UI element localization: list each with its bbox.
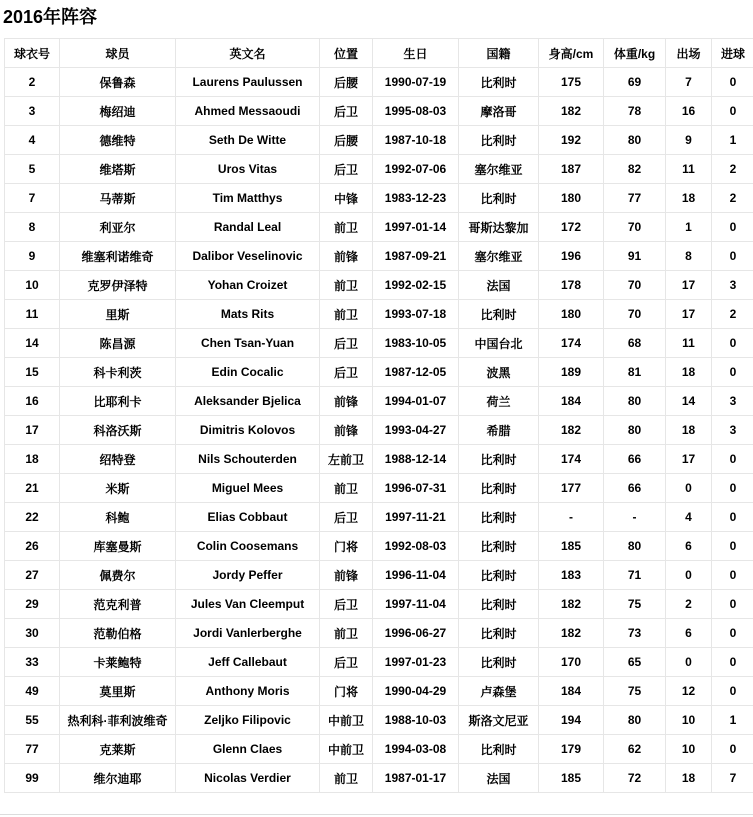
table-cell: 0 <box>712 735 753 764</box>
table-cell: 17 <box>666 445 712 474</box>
table-cell: 0 <box>712 561 753 590</box>
table-cell: 1987-12-05 <box>373 358 459 387</box>
column-header-8: 出场 <box>666 39 712 68</box>
table-cell: 比利时 <box>459 126 539 155</box>
table-cell: 33 <box>5 648 60 677</box>
table-cell: Dimitris Kolovos <box>176 416 320 445</box>
table-cell: 科卡利茨 <box>60 358 176 387</box>
table-row <box>5 126 753 155</box>
table-cell: 马蒂斯 <box>60 184 176 213</box>
table-cell: 维尔迪耶 <box>60 764 176 793</box>
table-cell: 比利时 <box>459 648 539 677</box>
table-row <box>5 387 753 416</box>
table-cell: 3 <box>712 387 753 416</box>
table-cell: 0 <box>712 677 753 706</box>
table-cell: 比利时 <box>459 445 539 474</box>
table-cell: 里斯 <box>60 300 176 329</box>
table-cell: 2 <box>712 184 753 213</box>
column-header-6: 身高/cm <box>539 39 604 68</box>
table-cell: 196 <box>539 242 604 271</box>
table-cell: 后腰 <box>320 126 373 155</box>
table-cell: 1994-01-07 <box>373 387 459 416</box>
table-row <box>5 155 753 184</box>
column-header-1: 球员 <box>60 39 176 68</box>
table-cell: 0 <box>666 648 712 677</box>
table-cell: 1990-04-29 <box>373 677 459 706</box>
table-cell: 1997-11-04 <box>373 590 459 619</box>
table-cell: 前卫 <box>320 300 373 329</box>
table-cell: 比利时 <box>459 300 539 329</box>
table-cell: 73 <box>604 619 666 648</box>
table-cell: 维塔斯 <box>60 155 176 184</box>
column-header-9: 进球 <box>712 39 753 68</box>
table-cell: 前卫 <box>320 619 373 648</box>
table-cell: 前卫 <box>320 764 373 793</box>
table-row <box>5 300 753 329</box>
table-row <box>5 619 753 648</box>
table-cell: 55 <box>5 706 60 735</box>
column-header-0: 球衣号 <box>5 39 60 68</box>
table-row <box>5 590 753 619</box>
table-cell: 后腰 <box>320 68 373 97</box>
table-cell: 希腊 <box>459 416 539 445</box>
table-cell: 0 <box>712 445 753 474</box>
table-cell: 4 <box>5 126 60 155</box>
table-cell: 77 <box>5 735 60 764</box>
table-cell: 法国 <box>459 764 539 793</box>
table-cell: 22 <box>5 503 60 532</box>
table-cell: 6 <box>666 619 712 648</box>
table-cell: 克莱斯 <box>60 735 176 764</box>
table-cell: 82 <box>604 155 666 184</box>
table-cell: 12 <box>666 677 712 706</box>
table-cell: 1990-07-19 <box>373 68 459 97</box>
table-cell: 11 <box>666 329 712 358</box>
table-cell: 80 <box>604 126 666 155</box>
table-cell: 比利时 <box>459 474 539 503</box>
table-cell: 18 <box>666 764 712 793</box>
table-cell: Tim Matthys <box>176 184 320 213</box>
table-cell: 7 <box>666 68 712 97</box>
table-cell: 3 <box>712 416 753 445</box>
table-cell: 7 <box>5 184 60 213</box>
table-row <box>5 213 753 242</box>
table-cell: 10 <box>666 706 712 735</box>
table-cell: 范勒伯格 <box>60 619 176 648</box>
table-cell: 5 <box>5 155 60 184</box>
table-cell: 62 <box>604 735 666 764</box>
table-cell: 后卫 <box>320 358 373 387</box>
table-cell: 6 <box>666 532 712 561</box>
table-cell: 0 <box>666 474 712 503</box>
table-cell: 后卫 <box>320 97 373 126</box>
table-cell: 绍特登 <box>60 445 176 474</box>
table-row <box>5 677 753 706</box>
table-cell: 17 <box>5 416 60 445</box>
table-cell: 1993-04-27 <box>373 416 459 445</box>
table-row <box>5 358 753 387</box>
table-row <box>5 735 753 764</box>
table-cell: 185 <box>539 764 604 793</box>
table-cell: 75 <box>604 590 666 619</box>
table-cell: 波黑 <box>459 358 539 387</box>
table-cell: 4 <box>666 503 712 532</box>
table-cell: 65 <box>604 648 666 677</box>
table-cell: 1995-08-03 <box>373 97 459 126</box>
table-cell: 卢森堡 <box>459 677 539 706</box>
table-cell: Ahmed Messaoudi <box>176 97 320 126</box>
table-cell: 梅绍迪 <box>60 97 176 126</box>
table-cell: 后卫 <box>320 329 373 358</box>
table-cell: 1988-12-14 <box>373 445 459 474</box>
table-cell: Randal Leal <box>176 213 320 242</box>
table-row <box>5 648 753 677</box>
table-cell: 比利时 <box>459 184 539 213</box>
table-cell: 187 <box>539 155 604 184</box>
table-cell: Mats Rits <box>176 300 320 329</box>
table-cell: 0 <box>666 561 712 590</box>
table-cell: 1997-01-23 <box>373 648 459 677</box>
table-cell: Jules Van Cleemput <box>176 590 320 619</box>
column-header-5: 国籍 <box>459 39 539 68</box>
table-cell: 184 <box>539 387 604 416</box>
table-cell: 塞尔维亚 <box>459 242 539 271</box>
table-cell: 1996-11-04 <box>373 561 459 590</box>
table-cell: 69 <box>604 68 666 97</box>
table-cell: 佩费尔 <box>60 561 176 590</box>
table-cell: 比利时 <box>459 503 539 532</box>
table-cell: 8 <box>666 242 712 271</box>
table-cell: 中前卫 <box>320 735 373 764</box>
table-cell: 1992-07-06 <box>373 155 459 184</box>
table-cell: 比利时 <box>459 532 539 561</box>
table-cell: 192 <box>539 126 604 155</box>
table-cell: Miguel Mees <box>176 474 320 503</box>
table-cell: 比利时 <box>459 561 539 590</box>
table-cell: 17 <box>666 300 712 329</box>
table-cell: 0 <box>712 474 753 503</box>
table-cell: 71 <box>604 561 666 590</box>
table-cell: Yohan Croizet <box>176 271 320 300</box>
table-cell: 陈昌源 <box>60 329 176 358</box>
table-cell: 18 <box>666 184 712 213</box>
table-cell: 80 <box>604 706 666 735</box>
table-cell: 17 <box>666 271 712 300</box>
table-cell: 80 <box>604 416 666 445</box>
table-cell: 14 <box>5 329 60 358</box>
table-cell: Uros Vitas <box>176 155 320 184</box>
table-cell: 库塞曼斯 <box>60 532 176 561</box>
table-cell: 0 <box>712 532 753 561</box>
table-cell: 1988-10-03 <box>373 706 459 735</box>
table-cell: 门将 <box>320 532 373 561</box>
table-cell: 克罗伊泽特 <box>60 271 176 300</box>
table-cell: 66 <box>604 445 666 474</box>
table-cell: - <box>539 503 604 532</box>
table-row <box>5 764 753 793</box>
table-cell: 1992-02-15 <box>373 271 459 300</box>
table-cell: 门将 <box>320 677 373 706</box>
table-cell: 0 <box>712 619 753 648</box>
table-cell: 2 <box>666 590 712 619</box>
table-cell: 前锋 <box>320 242 373 271</box>
table-cell: 0 <box>712 329 753 358</box>
table-cell: 99 <box>5 764 60 793</box>
table-cell: 91 <box>604 242 666 271</box>
table-cell: 49 <box>5 677 60 706</box>
table-cell: 80 <box>604 532 666 561</box>
table-cell: 0 <box>712 503 753 532</box>
table-cell: 0 <box>712 97 753 126</box>
table-cell: 保鲁森 <box>60 68 176 97</box>
table-cell: 塞尔维亚 <box>459 155 539 184</box>
table-cell: Jordi Vanlerberghe <box>176 619 320 648</box>
table-row <box>5 445 753 474</box>
table-cell: 9 <box>5 242 60 271</box>
table-cell: 1997-11-21 <box>373 503 459 532</box>
table-cell: 14 <box>666 387 712 416</box>
table-cell: 18 <box>5 445 60 474</box>
table-row <box>5 532 753 561</box>
table-cell: 前卫 <box>320 271 373 300</box>
table-cell: 179 <box>539 735 604 764</box>
table-cell: 182 <box>539 97 604 126</box>
table-cell: 前锋 <box>320 561 373 590</box>
table-cell: 法国 <box>459 271 539 300</box>
table-cell: 182 <box>539 590 604 619</box>
table-cell: 科洛沃斯 <box>60 416 176 445</box>
table-cell: 斯洛文尼亚 <box>459 706 539 735</box>
table-cell: 18 <box>666 416 712 445</box>
table-cell: 中国台北 <box>459 329 539 358</box>
table-cell: 183 <box>539 561 604 590</box>
table-cell: 180 <box>539 300 604 329</box>
table-cell: 左前卫 <box>320 445 373 474</box>
table-cell: 中前卫 <box>320 706 373 735</box>
page-title: 2016年阵容 <box>3 7 98 27</box>
table-cell: Jordy Peffer <box>176 561 320 590</box>
table-cell: 11 <box>5 300 60 329</box>
table-cell: 比利时 <box>459 619 539 648</box>
table-row <box>5 561 753 590</box>
table-cell: 1993-07-18 <box>373 300 459 329</box>
table-cell: Nicolas Verdier <box>176 764 320 793</box>
table-row <box>5 416 753 445</box>
table-cell: 利亚尔 <box>60 213 176 242</box>
table-cell: 68 <box>604 329 666 358</box>
table-cell: - <box>604 503 666 532</box>
table-cell: 3 <box>712 271 753 300</box>
table-cell: 77 <box>604 184 666 213</box>
table-row <box>5 474 753 503</box>
table-cell: 8 <box>5 213 60 242</box>
table-cell: 15 <box>5 358 60 387</box>
table-cell: 7 <box>712 764 753 793</box>
table-cell: 比耶利卡 <box>60 387 176 416</box>
table-cell: 1987-01-17 <box>373 764 459 793</box>
table-cell: 78 <box>604 97 666 126</box>
table-cell: Jeff Callebaut <box>176 648 320 677</box>
table-cell: 热利科·菲利波维奇 <box>60 706 176 735</box>
table-cell: 维塞利诺维奇 <box>60 242 176 271</box>
table-cell: 182 <box>539 619 604 648</box>
table-cell: 0 <box>712 590 753 619</box>
table-cell: 1987-10-18 <box>373 126 459 155</box>
bottom-divider <box>0 814 753 815</box>
table-cell: 21 <box>5 474 60 503</box>
table-cell: 75 <box>604 677 666 706</box>
column-header-4: 生日 <box>373 39 459 68</box>
table-row <box>5 242 753 271</box>
table-cell: 莫里斯 <box>60 677 176 706</box>
table-row <box>5 706 753 735</box>
table-cell: 1994-03-08 <box>373 735 459 764</box>
table-cell: 比利时 <box>459 735 539 764</box>
table-cell: 185 <box>539 532 604 561</box>
table-cell: 范克利普 <box>60 590 176 619</box>
table-cell: 10 <box>666 735 712 764</box>
table-cell: 27 <box>5 561 60 590</box>
table-cell: 1 <box>666 213 712 242</box>
table-cell: 16 <box>5 387 60 416</box>
table-cell: Nils Schouterden <box>176 445 320 474</box>
table-header-row <box>5 39 753 68</box>
table-cell: 0 <box>712 648 753 677</box>
squad-table-body <box>5 68 753 793</box>
table-cell: 3 <box>5 97 60 126</box>
table-cell: 1996-06-27 <box>373 619 459 648</box>
table-cell: 前锋 <box>320 416 373 445</box>
table-cell: 卡莱鲍特 <box>60 648 176 677</box>
table-cell: Chen Tsan-Yuan <box>176 329 320 358</box>
table-cell: 1983-10-05 <box>373 329 459 358</box>
table-cell: 174 <box>539 445 604 474</box>
table-cell: 前锋 <box>320 387 373 416</box>
table-cell: 1996-07-31 <box>373 474 459 503</box>
table-cell: Seth De Witte <box>176 126 320 155</box>
table-row <box>5 503 753 532</box>
table-cell: 科鲍 <box>60 503 176 532</box>
table-cell: 170 <box>539 648 604 677</box>
table-cell: 16 <box>666 97 712 126</box>
table-cell: 1983-12-23 <box>373 184 459 213</box>
column-header-3: 位置 <box>320 39 373 68</box>
table-cell: 2 <box>5 68 60 97</box>
table-cell: 175 <box>539 68 604 97</box>
table-cell: Aleksander Bjelica <box>176 387 320 416</box>
table-cell: 后卫 <box>320 590 373 619</box>
table-cell: 比利时 <box>459 68 539 97</box>
table-cell: 66 <box>604 474 666 503</box>
table-cell: 0 <box>712 213 753 242</box>
table-cell: 178 <box>539 271 604 300</box>
table-cell: 后卫 <box>320 503 373 532</box>
table-cell: 11 <box>666 155 712 184</box>
table-cell: Anthony Moris <box>176 677 320 706</box>
table-cell: 180 <box>539 184 604 213</box>
table-cell: 182 <box>539 416 604 445</box>
table-cell: 米斯 <box>60 474 176 503</box>
table-cell: 0 <box>712 358 753 387</box>
table-cell: 10 <box>5 271 60 300</box>
table-cell: 70 <box>604 271 666 300</box>
table-cell: 80 <box>604 387 666 416</box>
table-cell: 摩洛哥 <box>459 97 539 126</box>
table-cell: 前卫 <box>320 213 373 242</box>
table-cell: 2 <box>712 300 753 329</box>
table-row <box>5 329 753 358</box>
table-cell: 18 <box>666 358 712 387</box>
table-cell: 荷兰 <box>459 387 539 416</box>
table-row <box>5 184 753 213</box>
column-header-2: 英文名 <box>176 39 320 68</box>
table-cell: 29 <box>5 590 60 619</box>
table-cell: 72 <box>604 764 666 793</box>
table-cell: Colin Coosemans <box>176 532 320 561</box>
table-cell: 189 <box>539 358 604 387</box>
table-cell: 70 <box>604 300 666 329</box>
table-cell: 30 <box>5 619 60 648</box>
table-cell: 81 <box>604 358 666 387</box>
table-cell: 1997-01-14 <box>373 213 459 242</box>
table-cell: 中锋 <box>320 184 373 213</box>
table-cell: 前卫 <box>320 474 373 503</box>
table-cell: 0 <box>712 242 753 271</box>
table-cell: 后卫 <box>320 155 373 184</box>
table-cell: 70 <box>604 213 666 242</box>
table-cell: 26 <box>5 532 60 561</box>
table-cell: 1 <box>712 126 753 155</box>
table-row <box>5 97 753 126</box>
table-cell: 后卫 <box>320 648 373 677</box>
table-cell: 0 <box>712 68 753 97</box>
table-cell: Edin Cocalic <box>176 358 320 387</box>
table-cell: 9 <box>666 126 712 155</box>
table-cell: 比利时 <box>459 590 539 619</box>
squad-table <box>4 38 753 793</box>
table-cell: 174 <box>539 329 604 358</box>
table-cell: 172 <box>539 213 604 242</box>
table-cell: Zeljko Filipovic <box>176 706 320 735</box>
table-row <box>5 68 753 97</box>
table-cell: Dalibor Veselinovic <box>176 242 320 271</box>
column-header-7: 体重/kg <box>604 39 666 68</box>
table-cell: Elias Cobbaut <box>176 503 320 532</box>
table-row <box>5 271 753 300</box>
table-cell: 1992-08-03 <box>373 532 459 561</box>
table-cell: 德维特 <box>60 126 176 155</box>
table-cell: 1 <box>712 706 753 735</box>
table-cell: 194 <box>539 706 604 735</box>
table-cell: 哥斯达黎加 <box>459 213 539 242</box>
table-cell: Laurens Paulussen <box>176 68 320 97</box>
table-cell: 2 <box>712 155 753 184</box>
table-cell: 1987-09-21 <box>373 242 459 271</box>
table-cell: Glenn Claes <box>176 735 320 764</box>
table-cell: 177 <box>539 474 604 503</box>
table-cell: 184 <box>539 677 604 706</box>
